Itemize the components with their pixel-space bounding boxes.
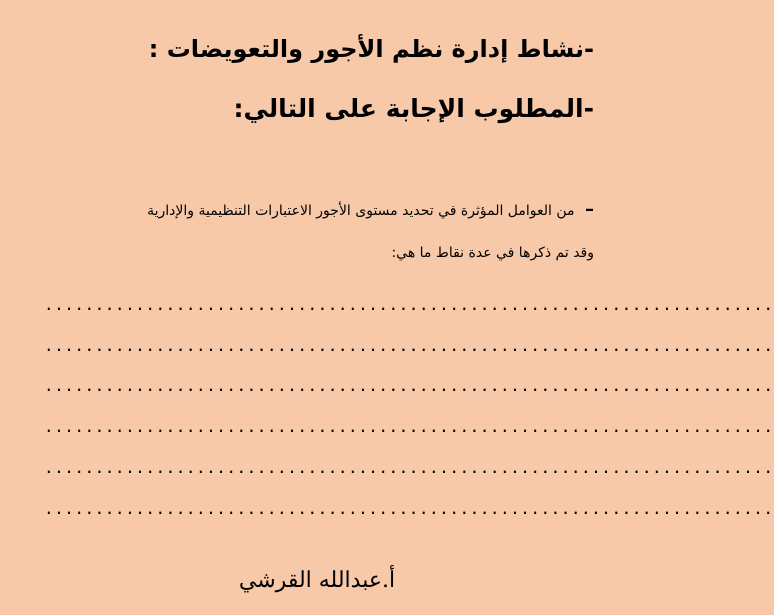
signature: أ.عبدالله القرشي [238,568,396,593]
answer-line-4[interactable]: ........................................................................ [44,417,774,436]
question-line-1 [22,200,594,221]
question-line-2: وقد تم ذكرها في عدة نقاط ما هي: [391,245,594,261]
question-text-1: من العوامل المؤثرة في تحديد مستوى الأجور الاعتبارات التنظيمية والإدارية [147,203,575,219]
question-dash: – [585,199,594,220]
required-heading: -المطلوب الإجابة على التالي: [233,94,594,123]
activity-heading: -نشاط إدارة نظم الأجور والتعويضات : [148,35,594,63]
answer-line-5[interactable]: ........................................................................ [44,458,774,477]
answer-line-1[interactable]: ........................................................................ [44,295,774,314]
answer-line-2[interactable]: ........................................................................ [44,336,774,355]
answer-line-3[interactable]: ........................................................................ [44,376,774,395]
answer-line-6[interactable]: ........................................................................ [44,499,774,518]
